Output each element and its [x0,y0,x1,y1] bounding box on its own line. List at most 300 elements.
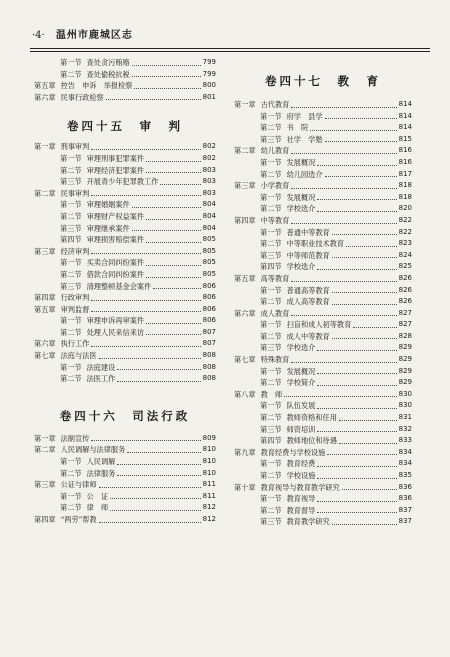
toc-entry-number: 第三节 [260,424,282,434]
toc-entry-number: 第二节 [260,204,282,214]
toc-entry-number: 第二节 [260,471,282,480]
leader-dots [291,107,396,108]
toc-entry-title: 控告 申诉 举报检察 [60,81,133,91]
toc-chapter-entry [34,304,216,316]
toc-entry-label [34,176,158,188]
leader-dots [339,420,397,421]
leader-dots [332,234,397,235]
toc-entry-number: 第五章 [34,304,56,314]
toc-section-entry [34,165,216,177]
toc-entry-title: 教育督导 [286,505,316,515]
toc-page-number: 812 [202,503,216,512]
toc-entry-title: 公证与律师 [60,480,97,490]
toc-entry-label [34,223,130,235]
toc-entry-title: 审理婚姻案件 [86,200,130,210]
toc-page-number: 818 [398,181,412,190]
toc-entry-number: 第七章 [234,355,256,365]
toc-entry-label [34,69,130,81]
toc-entry-label [234,203,315,215]
toc-entry-label [234,99,289,111]
volume-heading-45: 卷四十五 审 判 [67,119,183,134]
toc-entry-label [34,141,89,153]
toc-left-column [34,57,216,526]
toc-page-number: 816 [398,157,412,166]
toc-entry-number: 第一节 [60,457,82,467]
leader-dots [346,246,397,247]
toc-page-number: 806 [202,293,216,302]
toc-entry-number: 第三节 [260,134,282,144]
toc-section-entry [34,153,216,165]
toc-entry-label [234,516,330,528]
toc-entry-number: 第二节 [260,297,282,307]
toc-entry-title: 开展青少年犯罪教工作 [86,177,159,187]
toc-chapter-entry [34,444,216,456]
toc-chapter-entry [34,141,216,153]
toc-page-number: 835 [398,471,412,479]
toc-section-entry [234,366,412,378]
toc-entry-label [34,257,144,269]
toc-chapter-entry [234,180,412,192]
toc-section-entry [34,234,216,246]
toc-page-number: 829 [398,366,412,375]
leader-dots [146,323,201,324]
leader-dots [110,498,200,499]
toc-entry-title: 法庭建设 [86,362,116,372]
leader-dots [291,188,396,189]
toc-page-number: 816 [398,146,412,155]
toc-entry-number: 第一节 [260,285,282,295]
leader-dots [317,269,396,270]
toc-section-entry [34,315,216,327]
volume-heading-46: 卷四十六 司法行政 [59,408,191,423]
leader-dots [117,464,200,465]
toc-entry-title: 民事行政检察 [60,92,104,102]
leader-dots [127,452,200,453]
toc-page-number: 817 [398,169,412,178]
toc-entry-label [234,424,315,436]
toc-entry-title: 府学 县学 [286,111,323,121]
toc-entry-title: 成人中等教育 [286,331,330,341]
toc-chapter-entry [34,514,216,526]
header-rule-thin [30,51,430,52]
toc-page-number: 810 [202,445,216,454]
leader-dots [317,431,396,432]
toc-section-entry [34,491,216,503]
leader-dots [99,522,201,523]
toc-section-entry [234,400,412,412]
toc-chapter-entry [234,215,412,227]
leader-dots [132,230,201,231]
toc-page-number: 804 [202,211,216,220]
toc-entry-label [234,285,330,297]
toc-entry-number: 第一节 [60,200,82,210]
toc-entry-number: 第五章 [234,273,256,283]
toc-section-entry [234,435,412,447]
leader-dots [132,65,201,66]
toc-entry-label [234,145,289,157]
toc-entry-title: 学校设施 [286,471,316,480]
leader-dots [339,443,397,444]
toc-entry-title: 审理刑事犯罪案件 [86,153,145,163]
toc-entry-title: 普通中等教育 [286,227,330,237]
toc-entry-label [34,57,130,69]
toc-entry-number: 第四节 [260,262,282,272]
toc-entry-label [34,502,108,514]
toc-section-entry [34,269,216,281]
leader-dots [317,199,396,200]
toc-page-number: 826 [398,285,412,294]
toc-entry-label [34,281,151,293]
toc-entry-label [34,153,144,165]
toc-chapter-entry [34,350,216,362]
toc-entry-title: 发展概况 [286,366,316,376]
toc-chapter-entry [34,80,216,92]
toc-page-number: 823 [398,239,412,248]
toc-page-number: 803 [202,165,216,174]
toc-page-number: 810 [202,468,216,477]
toc-section-entry [234,470,412,482]
toc-entry-number: 第一节 [60,491,82,501]
toc-entry-title: 人民调解与法律服务 [60,445,126,455]
toc-section-entry [234,296,412,308]
toc-entry-number: 第四章 [34,293,56,303]
toc-section-entry [34,211,216,223]
leader-dots [153,288,200,289]
toc-page-number: 836 [398,482,412,491]
leader-dots [327,454,396,455]
toc-group-judgment [34,141,216,384]
leader-dots [317,501,396,502]
toc-page-number: 804 [202,200,216,209]
toc-group-judicial-admin [34,433,216,526]
toc-section-entry [234,157,412,169]
toc-entry-label [34,491,108,503]
leader-dots [91,311,200,312]
toc-section-entry [34,281,216,293]
leader-dots [91,346,200,347]
toc-page-number: 802 [202,142,216,151]
toc-section-entry [34,69,216,81]
toc-entry-label [234,238,344,250]
toc-entry-label [234,134,323,146]
toc-entry-number: 第一节 [260,192,282,202]
toc-entry-label [34,304,89,316]
toc-chapter-entry [234,389,412,401]
toc-entry-title: 发展概况 [286,192,316,202]
toc-entry-title: 法律服务 [86,468,116,478]
toc-page-number: 837 [398,517,412,526]
toc-entry-label [234,192,315,204]
toc-entry-number: 第二节 [60,503,82,513]
toc-entry-title: “两劳”帮教 [60,515,97,524]
toc-page-number: 820 [398,204,412,213]
toc-entry-number: 第二节 [60,468,82,478]
toc-section-entry [234,505,412,517]
toc-entry-title: 师资培训 [286,424,316,434]
leader-dots [132,76,201,77]
leader-dots [117,381,200,382]
toc-entry-label [34,234,144,246]
toc-page-number: 824 [398,250,412,259]
leader-dots [353,327,396,328]
toc-section-entry [34,223,216,235]
toc-group-education [234,99,412,528]
leader-dots [106,99,201,100]
toc-entry-label [34,444,125,456]
toc-entry-title: 处理人民来信来访 [86,327,145,337]
leader-dots [146,219,201,220]
toc-entry-number: 第三节 [60,177,82,187]
toc-page-number: 799 [202,69,216,78]
toc-chapter-entry [234,308,412,320]
toc-entry-number: 第二章 [34,445,56,455]
toc-chapter-entry [34,479,216,491]
toc-chapter-entry [34,338,216,350]
toc-section-entry [34,176,216,188]
toc-entry-number: 第七章 [34,351,56,361]
toc-page-number: 822 [398,215,412,224]
leader-dots [332,257,397,258]
toc-entry-number: 第二节 [60,165,82,175]
toc-entry-label [234,366,315,378]
toc-entry-number: 第十章 [234,482,256,492]
toc-page-number: 807 [202,327,216,336]
leader-dots [317,350,396,351]
toc-entry-label [34,468,115,480]
toc-section-entry [234,250,412,262]
leader-dots [332,292,397,293]
toc-entry-title: 律 师 [86,503,109,513]
toc-entry-title: 教 师 [260,389,283,399]
toc-section-entry [234,493,412,505]
leader-dots [291,362,396,363]
toc-entry-title: 队伍发展 [286,401,316,411]
toc-entry-number: 第三节 [260,343,282,353]
toc-entry-title: 学校选介 [286,204,316,214]
toc-section-entry [234,377,412,389]
toc-entry-title: 法制宣传 [60,433,90,443]
toc-section-entry [34,199,216,211]
book-title: 温州市鹿城区志 [55,30,133,41]
toc-entry-title: 小学教育 [260,181,290,191]
toc-entry-label [34,199,130,211]
toc-entry-title: 查处贪污贿赂 [86,58,130,67]
toc-entry-number: 第一节 [260,227,282,237]
toc-entry-title: 借款合同纠纷案件 [86,269,145,279]
toc-entry-number: 第二节 [60,327,82,337]
leader-dots [332,304,397,305]
leader-dots [146,265,201,266]
toc-section-entry [234,169,412,181]
toc-page-number: 799 [202,58,216,66]
toc-page-number: 834 [398,447,412,456]
toc-page-number: 822 [398,227,412,236]
toc-entry-label [34,350,97,362]
toc-chapter-entry [34,292,216,304]
toc-entry-number: 第五章 [34,81,56,91]
toc-entry-label [234,250,330,262]
toc-entry-title: 教师地位和待遇 [286,436,337,446]
toc-entry-label [234,308,289,320]
toc-section-entry [34,257,216,269]
toc-page-number: 806 [202,281,216,290]
toc-section-entry [234,238,412,250]
toc-page-number: 805 [202,269,216,278]
toc-entry-label [234,435,337,447]
toc-entry-number: 第四节 [260,436,282,446]
toc-entry-title: 经济审判 [60,246,90,256]
toc-entry-title: 法医工作 [86,374,116,384]
toc-entry-label [234,482,340,494]
leader-dots [146,161,201,162]
toc-entry-number: 第四节 [60,235,82,245]
toc-entry-label [34,165,144,177]
toc-chapter-entry [234,145,412,157]
toc-page-number: 812 [202,515,216,523]
toc-entry-number: 第一节 [60,258,82,268]
toc-entry-number: 第四章 [34,515,56,524]
toc-entry-title: 刑事审判 [60,142,90,152]
toc-entry-number: 第一节 [260,494,282,504]
toc-entry-number: 第一节 [260,366,282,376]
leader-dots [110,510,200,511]
toc-page-number: 803 [202,177,216,186]
toc-entry-label [34,433,89,445]
toc-chapter-entry [234,354,412,366]
toc-entry-title: 学校选介 [286,262,316,272]
toc-section-entry [234,424,412,436]
toc-entry-number: 第九章 [234,447,256,457]
toc-entry-label [34,80,132,92]
toc-entry-title: 法庭与法医 [60,351,97,361]
toc-entry-number: 第二节 [260,331,282,341]
leader-dots [284,396,396,397]
toc-section-entry [234,203,412,215]
toc-section-entry [234,261,412,273]
toc-entry-label [234,470,315,482]
toc-section-entry [234,342,412,354]
toc-entry-label [234,447,325,459]
toc-page-number: 804 [202,223,216,232]
toc-entry-number: 第三节 [60,223,82,233]
leader-dots [291,281,396,282]
toc-page-number: 830 [398,389,412,398]
toc-page-number: 810 [202,457,216,466]
toc-section-entry [34,327,216,339]
toc-entry-number: 第六章 [34,339,56,349]
leader-dots [325,118,397,119]
toc-entry-title: 公 证 [86,491,109,501]
toc-entry-number: 第一节 [260,111,282,121]
toc-entry-number: 第二节 [260,239,282,249]
toc-entry-title: 特殊教育 [260,355,290,365]
toc-page-number: 827 [398,308,412,317]
leader-dots [310,130,396,131]
toc-entry-label [234,273,289,285]
toc-entry-label [234,261,315,273]
toc-entry-label [234,169,323,181]
toc-entry-label [34,246,89,258]
toc-entry-title: 审理经济犯罪案件 [86,165,145,175]
toc-chapter-entry [34,433,216,445]
leader-dots [325,176,397,177]
toc-entry-label [234,505,315,517]
toc-entry-number: 第二节 [60,211,82,221]
toc-page-number: 808 [202,374,216,383]
toc-entry-label [234,122,308,134]
leader-dots [117,369,200,370]
toc-entry-number: 第一节 [60,362,82,372]
leader-dots [332,524,397,525]
leader-dots [99,358,201,359]
toc-page-number: 806 [202,316,216,325]
toc-entry-title: 幼儿园选介 [286,169,323,179]
leader-dots [317,478,396,479]
leader-dots [317,385,396,386]
toc-entry-number: 第一节 [260,320,282,330]
leader-dots [117,475,200,476]
toc-entry-label [34,292,89,304]
toc-entry-label [34,188,89,200]
toc-section-entry [234,122,412,134]
leader-dots [317,211,396,212]
toc-right-column [234,57,412,528]
toc-entry-label [34,479,97,491]
toc-page-number: 808 [202,362,216,371]
toc-entry-number: 第三节 [260,517,282,527]
toc-entry-number: 第一节 [60,316,82,326]
toc-page-number: 832 [398,424,412,433]
toc-entry-title: 成人教育 [260,308,290,318]
toc-page-number: 827 [398,320,412,329]
toc-section-entry [34,362,216,374]
toc-page-number: 818 [398,192,412,201]
toc-page-number: 830 [398,401,412,410]
toc-entry-title: 学校简介 [286,378,316,388]
toc-entry-title: 中等教育 [260,215,290,225]
toc-page-number: 811 [202,491,216,500]
toc-entry-number: 第一节 [60,58,82,67]
toc-entry-title: 教育经费与学校设施 [260,447,326,457]
toc-entry-number: 第三章 [34,246,56,256]
toc-entry-label [234,458,315,470]
toc-chapter-entry [234,482,412,494]
leader-dots [91,195,200,196]
toc-section-entry [34,502,216,514]
toc-page-number: 808 [202,351,216,360]
toc-page-number: 809 [202,433,216,442]
toc-entry-title: 教育教学研究 [286,517,330,527]
toc-entry-title: 买卖合同纠纷案件 [86,258,145,268]
toc-section-entry [234,319,412,331]
toc-page-number: 826 [398,297,412,306]
leader-dots [146,242,201,243]
toc-entry-label [234,111,323,123]
toc-entry-number: 第二章 [34,188,56,198]
toc-entry-number: 第一节 [60,153,82,163]
toc-entry-label [234,319,351,331]
toc-page-number: 825 [398,262,412,271]
leader-dots [91,253,200,254]
toc-entry-label [234,157,315,169]
toc-entry-number: 第一节 [260,157,282,167]
toc-page-number: 805 [202,258,216,267]
toc-page-number: 831 [398,413,412,422]
toc-page-number: 801 [202,92,216,101]
toc-page-number: 803 [202,188,216,197]
leader-dots [325,141,397,142]
toc-entry-title: 高等教育 [260,273,290,283]
